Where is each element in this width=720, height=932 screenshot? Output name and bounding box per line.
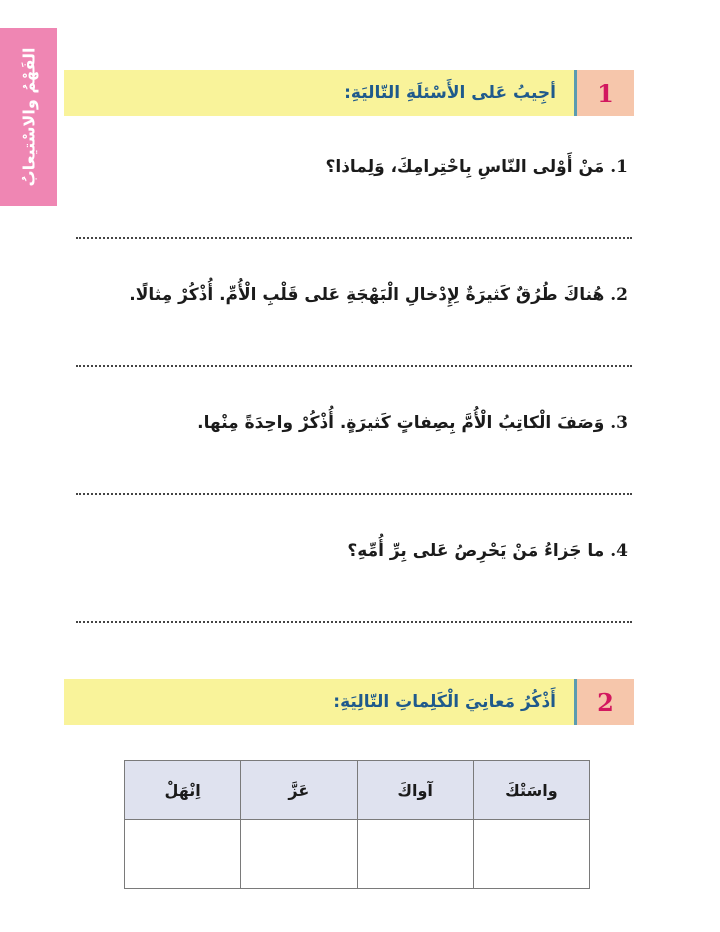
vocab-word: اِنْهَلْ (125, 761, 241, 820)
vocab-word: واسَتْكَ (473, 761, 589, 820)
section-2-header (64, 679, 634, 725)
answer-line-1[interactable] (76, 237, 632, 239)
vocab-answer-cell[interactable] (125, 820, 241, 889)
vocab-answer-cell[interactable] (241, 820, 357, 889)
question-text: ما جَزاءُ مَنْ يَحْرِصُ عَلى بِرِّ أُمِّهِ؟ (347, 541, 605, 561)
question-number: 1. (610, 157, 628, 177)
vocab-header-row (125, 761, 590, 820)
section-2-number: 2 (577, 679, 634, 725)
answer-line-4[interactable] (76, 621, 632, 623)
section-1-header (64, 70, 634, 116)
vocab-word: عَزَّ (241, 761, 357, 820)
vocab-table (124, 760, 590, 889)
section-2-divider (574, 679, 577, 725)
question-text: هُناكَ طُرُقٌ كَثيرَةٌ لِإِدْخالِ الْبَهْجَةِ عَلى قَلْبِ الْأُمِّ. أُذْكُرْ مِثالًا. (129, 285, 605, 305)
question-text: مَنْ أَوْلى النّاسِ بِاحْتِرامِكَ، وَلِماذا؟ (325, 157, 605, 177)
section-1-number: 1 (577, 70, 634, 116)
question-text: وَصَفَ الْكاتِبُ الْأُمَّ بِصِفاتٍ كَثيرَةٍ. أُذْكُرْ واحِدَةً مِنْها. (197, 413, 605, 433)
vocab-answer-row (125, 820, 590, 889)
question-number: 4. (610, 541, 628, 561)
answer-line-2[interactable] (76, 365, 632, 367)
side-tab-label: الفَهْمُ والاسْتيعابُ (19, 47, 38, 187)
section-1-divider (574, 70, 577, 116)
vocab-answer-cell[interactable] (357, 820, 473, 889)
question-3 (197, 413, 628, 433)
question-number: 2. (610, 285, 628, 305)
vocab-answer-cell[interactable] (473, 820, 589, 889)
question-1 (326, 157, 628, 177)
side-tab (0, 28, 57, 206)
answer-line-3[interactable] (76, 493, 632, 495)
question-4 (347, 541, 628, 561)
question-number: 3. (610, 413, 628, 433)
question-2 (129, 285, 628, 305)
section-1-title: أجِيبُ عَلى الأَسْئلَةِ التّاليَةِ: (344, 83, 556, 103)
section-2-title: أَذْكُرُ مَعانِيَ الْكَلِماتِ التّالِيَةِ: (333, 692, 556, 712)
vocab-word: آواكَ (357, 761, 473, 820)
